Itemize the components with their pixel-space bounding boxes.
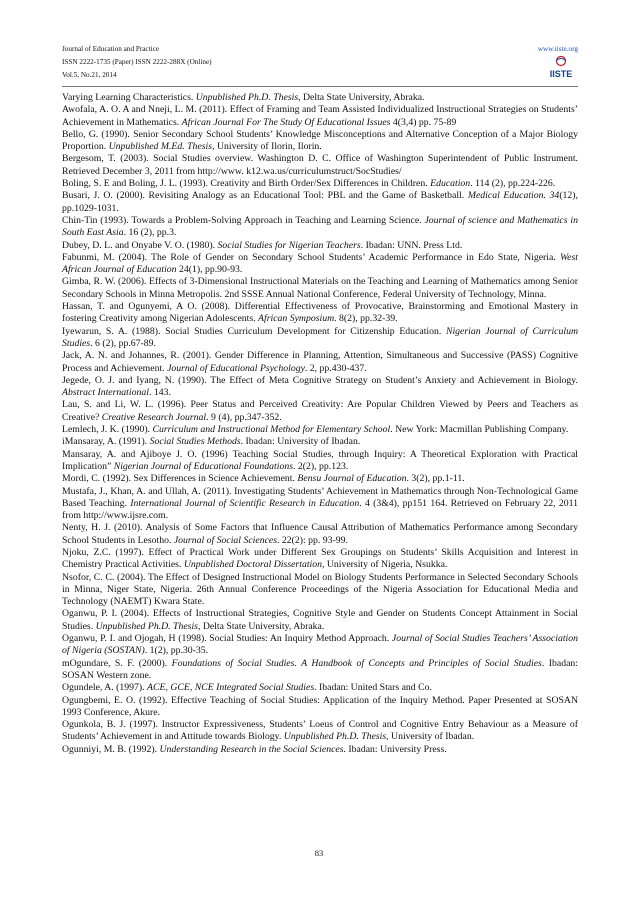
reference-details: . 9 (4), pp.347-352. [206, 411, 282, 423]
reference-source-title: Journal of Social Studies Teachers’ Association of Nigeria (SOSTAN) [62, 633, 579, 657]
reference-text: Varying Learning Characteristics. [62, 92, 196, 103]
reference-source-title: Bensu Journal of Education [297, 473, 407, 485]
volume-line: Vol.5, No.21, 2014 [62, 71, 117, 79]
reference-text: Bergesom, T. (2003). Social Studies overview. Washington D. C. Office of Washington Superintendent of Public Instrument. Retrieved December 3, 2011 from http://www. k12.wa.us/curriculumstruct/SocStudies/ [62, 153, 578, 177]
reference-source-title: Curriculum and Instructional Method for Elementary School [152, 424, 391, 436]
reference-text: Jegede, O. J. and Iyang, N. (1990). The Effect of Meta Cognitive Strategy on Student’s Anxiety and Achievement in Biology. [62, 374, 578, 386]
reference-entry [62, 240, 578, 252]
reference-details: , Delta State University, Abraka. [298, 92, 425, 103]
reference-text: Boling, S. E and Boling, J. L. (1993). Creativity and Birth Order/Sex Differences in Children. [62, 178, 431, 190]
reference-text: Gimba, R. W. (2006). Effects of 3-Dimensional Instructional Materials on the Teaching and Learning of Mathematics among Senior Secondary Schools in Minna Metropolis. 2nd SSSE Annual National Conference, Federal University of Technology, Minna. [62, 276, 578, 300]
reference-text: Iyewarun, S. A. (1988). Social Studies Curriculum Development for Citizenship Education. [62, 325, 446, 337]
reference-text: Ogungbemi, E. O. (1992). Effective Teaching of Social Studies: Application of the Inquiry Method. Paper Presented at SOSAN 1993 Conference, Akure. [62, 694, 578, 718]
reference-source-title: West African Journal of Education [62, 251, 578, 276]
reference-entry [62, 522, 578, 547]
reference-entry [62, 473, 578, 485]
reference-text: Chin-Tin (1993). Towards a Problem-Solving Approach in Teaching and Learning Science. [62, 214, 425, 226]
reference-details: . 4 (3&4), pp151 164. Retrieved on February 22, 2011 from http://www.ijsre.com. [62, 497, 578, 522]
reference-details: . 6 (2), pp.67-89. [90, 337, 156, 349]
reference-entry [62, 399, 578, 424]
reference-source-title: Unpublished Doctoral Dissertation, [183, 559, 325, 571]
reference-entry [62, 252, 578, 277]
reference-details: (12), pp.1029-1031. [62, 190, 578, 214]
reference-source-title: Journal of Social Sciences [173, 534, 278, 546]
reference-text: Awofala, A. O. A and Nneji, L. M. (2011). Effect of Framing and Team Assisted Individualized Instructional Strategies on Students’ Achievement in Mathematics. [62, 104, 578, 128]
reference-source-title: Journal of Educational Psychology [167, 362, 305, 374]
reference-source-title: Abstract International [62, 387, 149, 399]
reference-details: . 1(2), pp.30-35. [144, 645, 209, 657]
reference-text: mOgundare, S. F. (2000). [62, 657, 172, 669]
reference-text: Jack, A. N. and Johannes, R. (2001). Gender Difference in Planning, Attention, Simultaneous and Successive (PASS) Cognitive Process and Achievement. [62, 350, 578, 374]
reference-text: Ogunkola, B. J. (1997). Instructor Expressiveness, Students’ Loeus of Control and Cognitive Entry Behaviour as a Measure of Students’ Achievement in and Attitude towards Biology. [62, 719, 578, 743]
reference-details: . 3(2), pp.1-11. [406, 473, 465, 485]
reference-source-title: Nigerian Journal of Curriculum Studies [62, 325, 578, 349]
reference-entry [62, 633, 578, 658]
logo-text: IISTE [549, 69, 573, 79]
reference-details: 4(3,4) pp. 75-89 [390, 116, 457, 128]
reference-entry [62, 449, 578, 474]
reference-source-title: Unpublished Ph.D. Thesis [283, 731, 387, 743]
reference-entry [62, 572, 578, 609]
reference-details: 24(1), pp.90-93. [176, 264, 243, 276]
reference-source-title: ACE, GCE, NCE Integrated Social Studies [147, 682, 315, 694]
reference-source-title: Medical Education. 34 [467, 190, 560, 202]
header-rule [62, 86, 578, 87]
reference-entry [62, 104, 578, 129]
reference-entry [62, 658, 578, 683]
iiste-logo [544, 55, 578, 80]
reference-details: Ibadan: University Press. [345, 743, 447, 755]
reference-text: Bello, G. (1990). Senior Secondary School Students’ Knowledge Misconceptions and Alternative Conception of a Major Biology Proportion. [62, 128, 578, 153]
reference-source-title: Journal of science and Mathematics in South East Asia [62, 214, 578, 239]
reference-text: iMansaray, A. (1991). [62, 436, 150, 448]
reference-entry [62, 153, 578, 178]
reference-entry [62, 215, 578, 240]
reference-list [62, 92, 578, 756]
journal-url-link[interactable]: www.iiste.org [537, 45, 578, 53]
reference-entry [62, 190, 578, 215]
reference-text: Nsofor, C. C. (2004). The Effect of Designed Instructional Model on Biology Students Performance in Selected Secondary Schools in Minna, Niger State, Nigeria. 26th Annual Conference Proceedings of the Nigeria Association for Educational Media and Technology (NAEMT) Kwara State. [62, 571, 578, 608]
reference-source-title: Unpublished M.Ed. Thesis [108, 141, 213, 153]
reference-entry [62, 695, 578, 720]
reference-text: Mustafa, J., Khan, A. and Ullah, A. (2011). Investigating Students’ Achievement in Mathematics through Non-Technological Game Based Teaching. [62, 485, 578, 509]
reference-entry [62, 375, 578, 400]
reference-entry [62, 608, 578, 633]
reference-details: . Ibadan: UNN. Press Ltd. [360, 239, 463, 251]
reference-details: . 143. [148, 387, 171, 399]
journal-name: Journal of Education and Practice [62, 45, 159, 53]
reference-source-title: Creative Research Journal [101, 411, 207, 423]
reference-source-title: Unpublished Ph.D. Thesis [195, 92, 299, 103]
reference-entry [62, 129, 578, 154]
reference-details: . 2, pp.430-437. [304, 362, 367, 374]
reference-text: Lau, S. and Li, W. L. (1996). Peer Status and Perceived Creativity: Are Popular Children Viewed by Peers and Teachers as Creative? [62, 399, 578, 423]
reference-text: Nenty, H. J. (2010). Analysis of Some Factors that Influence Causal Attribution of Mathematics Performance among Secondary School Students in Lesotho. [62, 522, 578, 546]
reference-entry [62, 178, 578, 190]
reference-entry [62, 719, 578, 744]
reference-text: Mansaray, A. and Ajiboye J. O. (1996) Teaching Social Studies, through Inquiry: A Theoretical Exploration with Practical Implication” [62, 448, 578, 472]
page-number: 83 [314, 848, 324, 858]
reference-entry [62, 276, 578, 301]
reference-text: Mordi, C. (1992). Sex Differences in Science Achievement. [62, 473, 298, 485]
reference-source-title: Nigerian Journal of Educational Foundations [113, 460, 294, 472]
reference-details: . 2(2), pp.123. [293, 460, 349, 472]
reference-source-title: Foundations of Social Studies. A Handbook of Concepts and Principles of Social Studies [171, 657, 542, 669]
reference-entry [62, 326, 578, 351]
reference-entry [62, 436, 578, 448]
reference-details: . Ibadan: SOSAN Western zone. [62, 657, 578, 681]
reference-details: Delta State University, Abraka. [200, 620, 325, 632]
reference-details: , University of Ilorin, Ilorin. [212, 141, 322, 153]
reference-details: . Ibadan: University of Ibadan. [240, 436, 361, 448]
reference-source-title: Social Studies for Nigerian Teachers [217, 239, 361, 251]
reference-text: Oganwu, P. I. (2004). Effects of Instructional Strategies, Cognitive Style and Gender on Students Concept Attainment in Social Studies. [62, 608, 578, 632]
reference-text: Hassan, T. and Ogunyemi, A O. (2008). Differential Effectiveness of Provocative, Brainstorming and Emotional Mastery in fostering Creativity among Nigerian Adolescents. [62, 301, 578, 325]
issn-line: ISSN 2222-1735 (Paper) ISSN 2222-288X (Online) [62, 58, 212, 66]
reference-details: University of Nigeria, Nsukka. [324, 559, 448, 571]
reference-details: . 114 (2), pp.224-226. [470, 178, 556, 190]
reference-source-title: Unpublished Ph.D. Thesis, [95, 620, 201, 632]
reference-details: . New York: Macmillan Publishing Company. [390, 424, 569, 436]
reference-text: Njoku, Z.C. (1997). Effect of Practical Work under Different Sex Groupings on Students’ Skills Acquisition and Interest in Chemistry Practical Activities. [62, 546, 578, 571]
reference-entry [62, 301, 578, 326]
reference-entry [62, 486, 578, 523]
reference-text: Ogundele, A. (1997). [62, 682, 148, 694]
reference-source-title: African Journal For The Study Of Educational Issues [181, 116, 391, 128]
reference-details: . Ibadan: United Stars and Co. [314, 682, 432, 694]
reference-text: Fabunmi, M. (2004). The Role of Gender on Secondary School Students’ Academic Performance in Edo State, Nigeria. [62, 251, 560, 263]
reference-source-title: African Symposium [258, 313, 335, 325]
reference-text: Lemlech, J. K. (1990). [62, 424, 153, 436]
reference-entry [62, 547, 578, 572]
reference-source-title: International Journal of Scientific Research in Education [130, 497, 360, 509]
reference-entry [62, 92, 578, 104]
reference-source-title: Understanding Research in the Social Sciences. [159, 743, 346, 755]
reference-text: Ogunniyi, M. B. (1992). [62, 743, 160, 755]
reference-source-title: Education [430, 178, 471, 190]
reference-entry [62, 744, 578, 756]
reference-details: . 16 (2), pp.3. [123, 227, 177, 239]
reference-entry [62, 682, 578, 694]
reference-details: , University of Ibadan. [386, 731, 475, 743]
reference-text: Busari, J. O. (2000). Revisiting Analogy as an Educational Tool: PBL and the Game of Basketball. [62, 190, 468, 202]
reference-entry [62, 424, 578, 436]
reference-entry [62, 350, 578, 375]
running-header [62, 43, 578, 85]
reference-details: . 8(2), pp.32-39. [334, 313, 398, 325]
reference-details: . 22(2): pp. 93-99. [277, 534, 348, 546]
reference-text: Dubey, D. L. and Onyabe V. O. (1980). [62, 239, 218, 251]
reference-source-title: Social Studies Methods [149, 436, 241, 448]
reference-text: Oganwu, P. I. and Ojogah, H (1998). Social Studies: An Inquiry Method Approach. [62, 633, 392, 645]
